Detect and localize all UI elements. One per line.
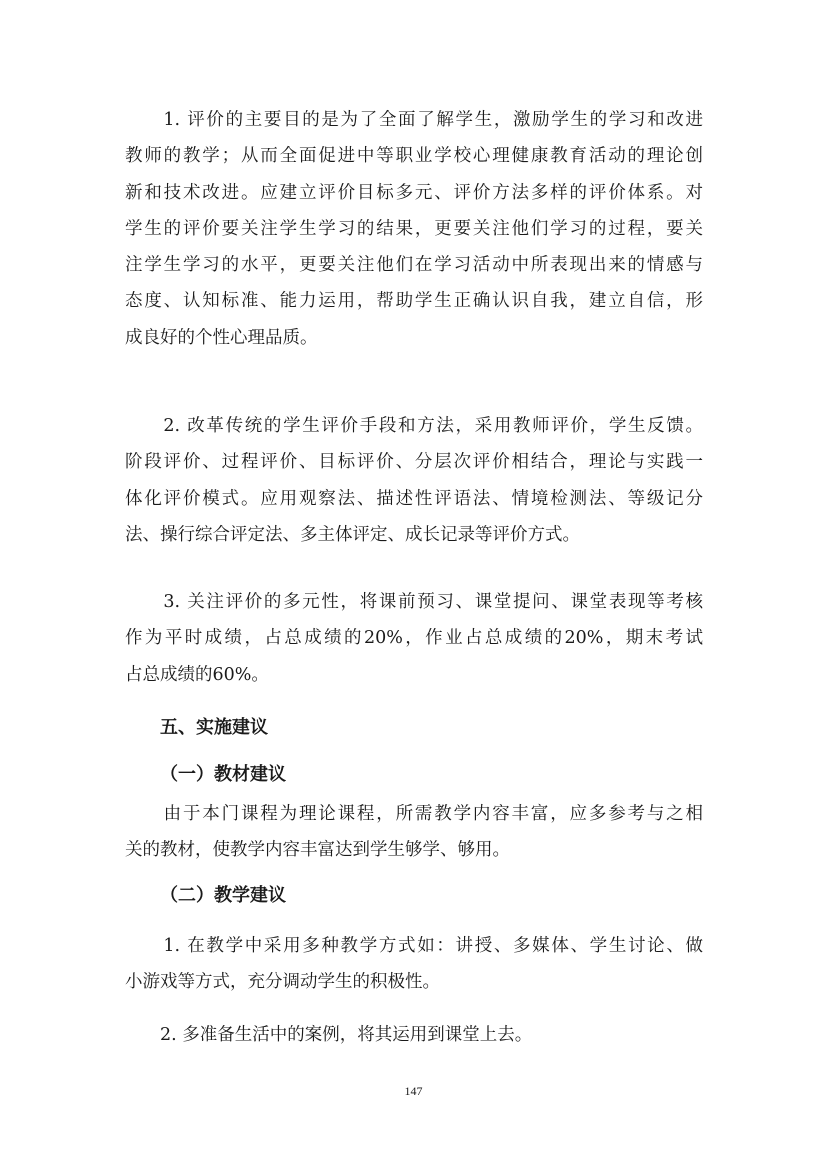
text-line: 学生的评价要关注学生学习的结果，更要关注他们学习的过程，要关: [125, 218, 703, 239]
text-line: 2. 改革传统的学生评价手段和方法，采用教师评价，学生反馈。: [125, 416, 703, 436]
paragraph-evaluation-1: [125, 102, 703, 356]
text-line: 关的教材，使教学内容丰富达到学生够学、够用。: [125, 840, 510, 861]
text-line: 注学生学习的水平，更要关注他们在学习活动中所表现出来的情感与: [125, 255, 703, 276]
subsection-heading-teaching: （二）教学建议: [160, 885, 286, 906]
text-line: 教师的教学；从而全面促进中等职业学校心理健康教育活动的理论创: [125, 146, 703, 167]
section-heading: 五、实施建议: [160, 717, 268, 738]
paragraph-evaluation-2: [125, 408, 703, 553]
paragraph-teaching-1: [125, 928, 703, 1001]
paragraph-teaching-2: [125, 1017, 703, 1053]
text-line: 占总成绩的60%。: [125, 664, 269, 685]
subsection-heading-textbook: （一）教材建议: [160, 764, 286, 785]
text-line: 态度、认知标准、能力运用，帮助学生正确认识自我，建立自信，形: [125, 291, 703, 312]
text-line: 小游戏等方式，充分调动学生的积极性。: [125, 972, 440, 993]
text-line: 成良好的个性心理品质。: [125, 327, 318, 348]
paragraph-textbook: [125, 796, 703, 869]
text-line: 1. 评价的主要目的是为了全面了解学生，激励学生的学习和改进: [125, 110, 703, 130]
text-line: 法、操行综合评定法、多主体评定、成长记录等评价方式。: [125, 524, 580, 545]
text-line: 由于本门课程为理论课程，所需教学内容丰富，应多参考与之相: [125, 804, 703, 824]
text-line: 阶段评价、过程评价、目标评价、分层次评价相结合，理论与实践一: [125, 452, 703, 473]
paragraph-evaluation-3: [125, 584, 703, 693]
text-line: 2. 多准备生活中的案例，将其运用到课堂上去。: [125, 1025, 533, 1045]
page-number: 147: [404, 1084, 423, 1098]
text-line: 3. 关注评价的多元性，将课前预习、课堂提问、课堂表现等考核: [125, 592, 703, 612]
text-line: 体化评价模式。应用观察法、描述性评语法、情境检测法、等级记分: [125, 488, 703, 509]
text-line: 作为平时成绩，占总成绩的20%，作业占总成绩的20%，期末考试: [125, 628, 703, 649]
text-line: 1. 在教学中采用多种教学方式如：讲授、多媒体、学生讨论、做: [125, 936, 703, 956]
text-line: 新和技术改进。应建立评价目标多元、评价方法多样的评价体系。对: [125, 182, 703, 203]
